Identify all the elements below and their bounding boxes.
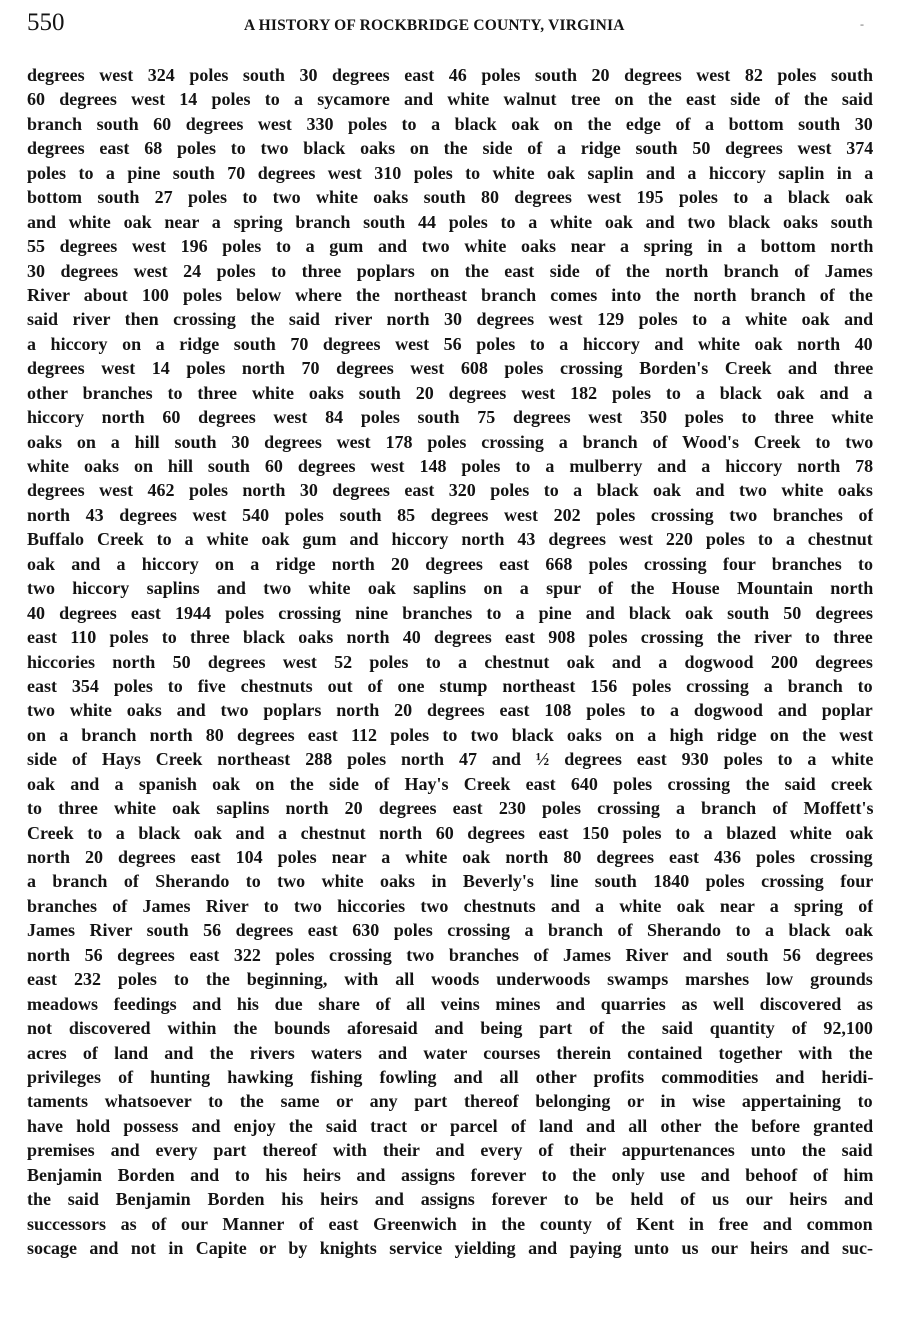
text-line: said river then crossing the said river north 30 degrees west 129 poles to a white oak and	[27, 309, 873, 330]
text-line: bottom south 27 poles to two white oaks south 80 degrees west 195 poles to a black oak	[27, 187, 873, 208]
text-line: branch south 60 degrees west 330 poles to a black oak on the edge of a bottom south 30	[27, 113, 873, 134]
text-line: James River south 56 degrees east 630 poles crossing a branch of Sherando to a black oak	[27, 920, 873, 941]
text-line: north 43 degrees west 540 poles south 85 degrees west 202 poles crossing two branches of	[27, 504, 873, 525]
text-line: 30 degrees west 24 poles to three poplars on the east side of the north branch of James	[27, 260, 873, 281]
text-line: successors as of our Manner of east Greenwich in the county of Kent in free and common	[27, 1213, 873, 1234]
text-line: hiccories north 50 degrees west 52 poles to a chestnut oak and a dogwood 200 degrees	[27, 651, 873, 672]
text-line: other branches to three white oaks south 20 degrees west 182 poles to a black oak and a	[27, 382, 873, 403]
text-line: hiccory north 60 degrees west 84 poles south 75 degrees west 350 poles to three white	[27, 407, 873, 428]
text-line: have hold possess and enjoy the said tract or parcel of land and all other the before granted	[27, 1115, 873, 1136]
text-line: two hiccory saplins and two white oak saplins on a spur of the House Mountain north	[27, 578, 873, 599]
text-line: River about 100 poles below where the northeast branch comes into the north branch of the	[27, 284, 873, 305]
text-line: east 232 poles to the beginning, with all woods underwoods swamps marshes low grounds	[27, 969, 873, 990]
text-line: taments whatsoever to the same or any part thereof belonging or in wise appertaining to	[27, 1091, 873, 1112]
text-line: 55 degrees west 196 poles to a gum and two white oaks near a spring in a bottom north	[27, 236, 873, 257]
text-line: poles to a pine south 70 degrees west 310 poles to white oak saplin and a hiccory saplin in a	[27, 162, 873, 183]
text-line: Creek to a black oak and a chestnut north 60 degrees east 150 poles to a blazed white oak	[27, 822, 873, 843]
text-line: degrees west 462 poles north 30 degrees east 320 poles to a black oak and two white oaks	[27, 480, 873, 501]
text-line: oak and a hiccory on a ridge north 20 degrees east 668 poles crossing four branches to	[27, 553, 873, 574]
text-line: degrees east 68 poles to two black oaks on the side of a ridge south 50 degrees west 374	[27, 138, 873, 159]
text-line: 60 degrees west 14 poles to a sycamore and white walnut tree on the east side of the said	[27, 89, 873, 110]
text-line: to three white oak saplins north 20 degrees east 230 poles crossing a branch of Moffett's	[27, 798, 873, 819]
text-line: east 110 poles to three black oaks north 40 degrees east 908 poles crossing the river to three	[27, 627, 873, 648]
text-line: east 354 poles to five chestnuts out of one stump northeast 156 poles crossing a branch to	[27, 675, 873, 696]
text-line: premises and every part thereof with their and every of their appurtenances unto the said	[27, 1140, 873, 1161]
text-line: north 20 degrees east 104 poles near a white oak north 80 degrees east 436 poles crossing	[27, 847, 873, 867]
text-line: privileges of hunting hawking fishing fowling and all other profits commodities and heridi-	[27, 1066, 873, 1087]
text-line: side of Hays Creek northeast 288 poles north 47 and ½ degrees east 930 poles to a white	[27, 749, 873, 770]
page-number: 550	[27, 9, 65, 36]
text-line: meadows feedings and his due share of all veins mines and quarries as well discovered as	[27, 993, 873, 1014]
text-line: 40 degrees east 1944 poles crossing nine branches to a pine and black oak south 50 degrees	[27, 602, 873, 623]
text-line: branches of James River to two hiccories two chestnuts and a white oak near a spring of	[27, 895, 873, 916]
text-line: not discovered within the bounds aforesaid and being part of the said quantity of 92,100	[27, 1018, 873, 1039]
running-head: A HISTORY OF ROCKBRIDGE COUNTY, VIRGINIA	[244, 17, 625, 34]
text-line: oaks on a hill south 30 degrees west 178 poles crossing a branch of Wood's Creek to two	[27, 431, 873, 452]
corner-mark: -	[860, 17, 864, 31]
text-line: the said Benjamin Borden his heirs and assigns forever to be held of us our heirs and	[27, 1189, 873, 1210]
text-line: white oaks on hill south 60 degrees west 148 poles to a mulberry and a hiccory north 78	[27, 456, 873, 476]
text-line: on a branch north 80 degrees east 112 poles to two black oaks on a high ridge on the west	[27, 724, 873, 745]
text-line: socage and not in Capite or by knights service yielding and paying unto us our heirs and suc-	[27, 1238, 873, 1258]
text-line: acres of land and the rivers waters and water courses therein contained together with the	[27, 1042, 873, 1063]
text-line: degrees west 14 poles north 70 degrees west 608 poles crossing Borden's Creek and three	[27, 358, 873, 379]
body-text	[27, 63, 873, 1260]
text-line: Benjamin Borden and to his heirs and assigns forever to the only use and behoof of him	[27, 1164, 873, 1185]
text-line: two white oaks and two poplars north 20 degrees east 108 poles to a dogwood and poplar	[27, 700, 873, 721]
text-line: a hiccory on a ridge south 70 degrees west 56 poles to a hiccory and white oak north 40	[27, 333, 873, 354]
text-line: a branch of Sherando to two white oaks in Beverly's line south 1840 poles crossing four	[27, 871, 873, 892]
text-line: Buffalo Creek to a white oak gum and hiccory north 43 degrees west 220 poles to a chestnut	[27, 529, 873, 550]
text-line: degrees west 324 poles south 30 degrees east 46 poles south 20 degrees west 82 poles south	[27, 65, 873, 85]
text-line: oak and a spanish oak on the side of Hay's Creek east 640 poles crossing the said creek	[27, 773, 873, 794]
text-line: north 56 degrees east 322 poles crossing two branches of James River and south 56 degrees	[27, 944, 873, 965]
text-line: and white oak near a spring branch south 44 poles to a white oak and two black oaks south	[27, 211, 873, 232]
